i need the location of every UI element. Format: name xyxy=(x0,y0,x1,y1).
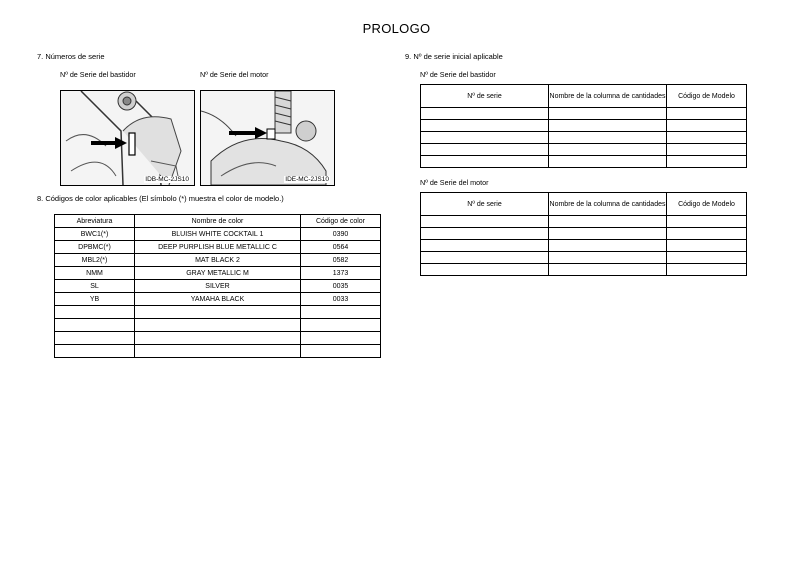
color-code-cell: 0564 xyxy=(301,241,381,254)
color-code-cell: 0033 xyxy=(301,293,381,306)
initial-engine-serial-table xyxy=(420,192,747,276)
abbreviation-cell: DPBMC(*) xyxy=(55,241,135,254)
column-header-model-code: Código de Modelo xyxy=(667,193,747,216)
column-header-quantity-column: Nombre de la columna de cantidades xyxy=(549,193,667,216)
color-code-cell: 1373 xyxy=(301,267,381,280)
color-codes-table xyxy=(54,214,381,358)
color-name-cell: MAT BLACK 2 xyxy=(135,254,301,267)
column-header-serial: Nº de serie xyxy=(421,85,549,108)
abbreviation-cell: NMM xyxy=(55,267,135,280)
table-row xyxy=(55,293,381,306)
frame-illustration xyxy=(61,91,194,185)
column-header-serial: Nº de serie xyxy=(421,193,549,216)
abbreviation-cell: SL xyxy=(55,280,135,293)
frame-serial-figure xyxy=(60,90,195,186)
table-row xyxy=(55,254,381,267)
table-row xyxy=(55,228,381,241)
empty-row xyxy=(421,252,747,264)
initial-engine-serial-label: Nº de Serie del motor xyxy=(420,178,489,187)
engine-serial-figure xyxy=(200,90,335,186)
empty-row xyxy=(421,264,747,276)
empty-row xyxy=(55,306,381,319)
abbreviation-cell: YB xyxy=(55,293,135,306)
color-name-cell: GRAY METALLIC M xyxy=(135,267,301,280)
column-header-model-code: Código de Modelo xyxy=(667,85,747,108)
section-8-heading: 8. Códigos de color aplicables (El símbolo (*) muestra el color de modelo.) xyxy=(37,194,284,203)
abbreviation-cell: BWC1(*) xyxy=(55,228,135,241)
empty-row xyxy=(421,240,747,252)
table-header-row xyxy=(421,193,747,216)
engine-illustration xyxy=(201,91,334,185)
empty-row xyxy=(421,228,747,240)
section-7-heading: 7. Números de serie xyxy=(37,52,105,61)
color-code-cell: 0582 xyxy=(301,254,381,267)
frame-serial-label: Nº de Serie del bastidor xyxy=(60,70,136,79)
color-code-cell: 0390 xyxy=(301,228,381,241)
color-name-cell: SILVER xyxy=(135,280,301,293)
color-name-cell: DEEP PURPLISH BLUE METALLIC C xyxy=(135,241,301,254)
empty-row xyxy=(55,319,381,332)
empty-row xyxy=(421,108,747,120)
abbreviation-cell: MBL2(*) xyxy=(55,254,135,267)
color-name-cell: YAMAHA BLACK xyxy=(135,293,301,306)
table-row xyxy=(55,267,381,280)
empty-row xyxy=(55,345,381,358)
empty-row xyxy=(421,144,747,156)
column-header-color-name: Nombre de color xyxy=(135,215,301,228)
initial-frame-serial-table xyxy=(420,84,747,168)
column-header-color-code: Código de color xyxy=(301,215,381,228)
color-code-cell: 0035 xyxy=(301,280,381,293)
table-header-row xyxy=(55,215,381,228)
engine-serial-label: Nº de Serie del motor xyxy=(200,70,269,79)
empty-row xyxy=(421,216,747,228)
column-header-abbreviation: Abreviatura xyxy=(55,215,135,228)
table-row xyxy=(55,241,381,254)
empty-row xyxy=(55,332,381,345)
section-9-heading: 9. Nº de serie inicial aplicable xyxy=(405,52,503,61)
table-row xyxy=(55,280,381,293)
empty-row xyxy=(421,120,747,132)
column-header-quantity-column: Nombre de la columna de cantidades xyxy=(549,85,667,108)
initial-frame-serial-label: Nº de Serie del bastidor xyxy=(420,70,496,79)
color-name-cell: BLUISH WHITE COCKTAIL 1 xyxy=(135,228,301,241)
frame-figure-caption: IDB-MC-2JS10 xyxy=(145,176,189,183)
engine-figure-caption: IDE-MC-2JS10 xyxy=(285,176,329,183)
table-header-row xyxy=(421,85,747,108)
empty-row xyxy=(421,132,747,144)
page-title: PROLOGO xyxy=(362,21,431,36)
empty-row xyxy=(421,156,747,168)
